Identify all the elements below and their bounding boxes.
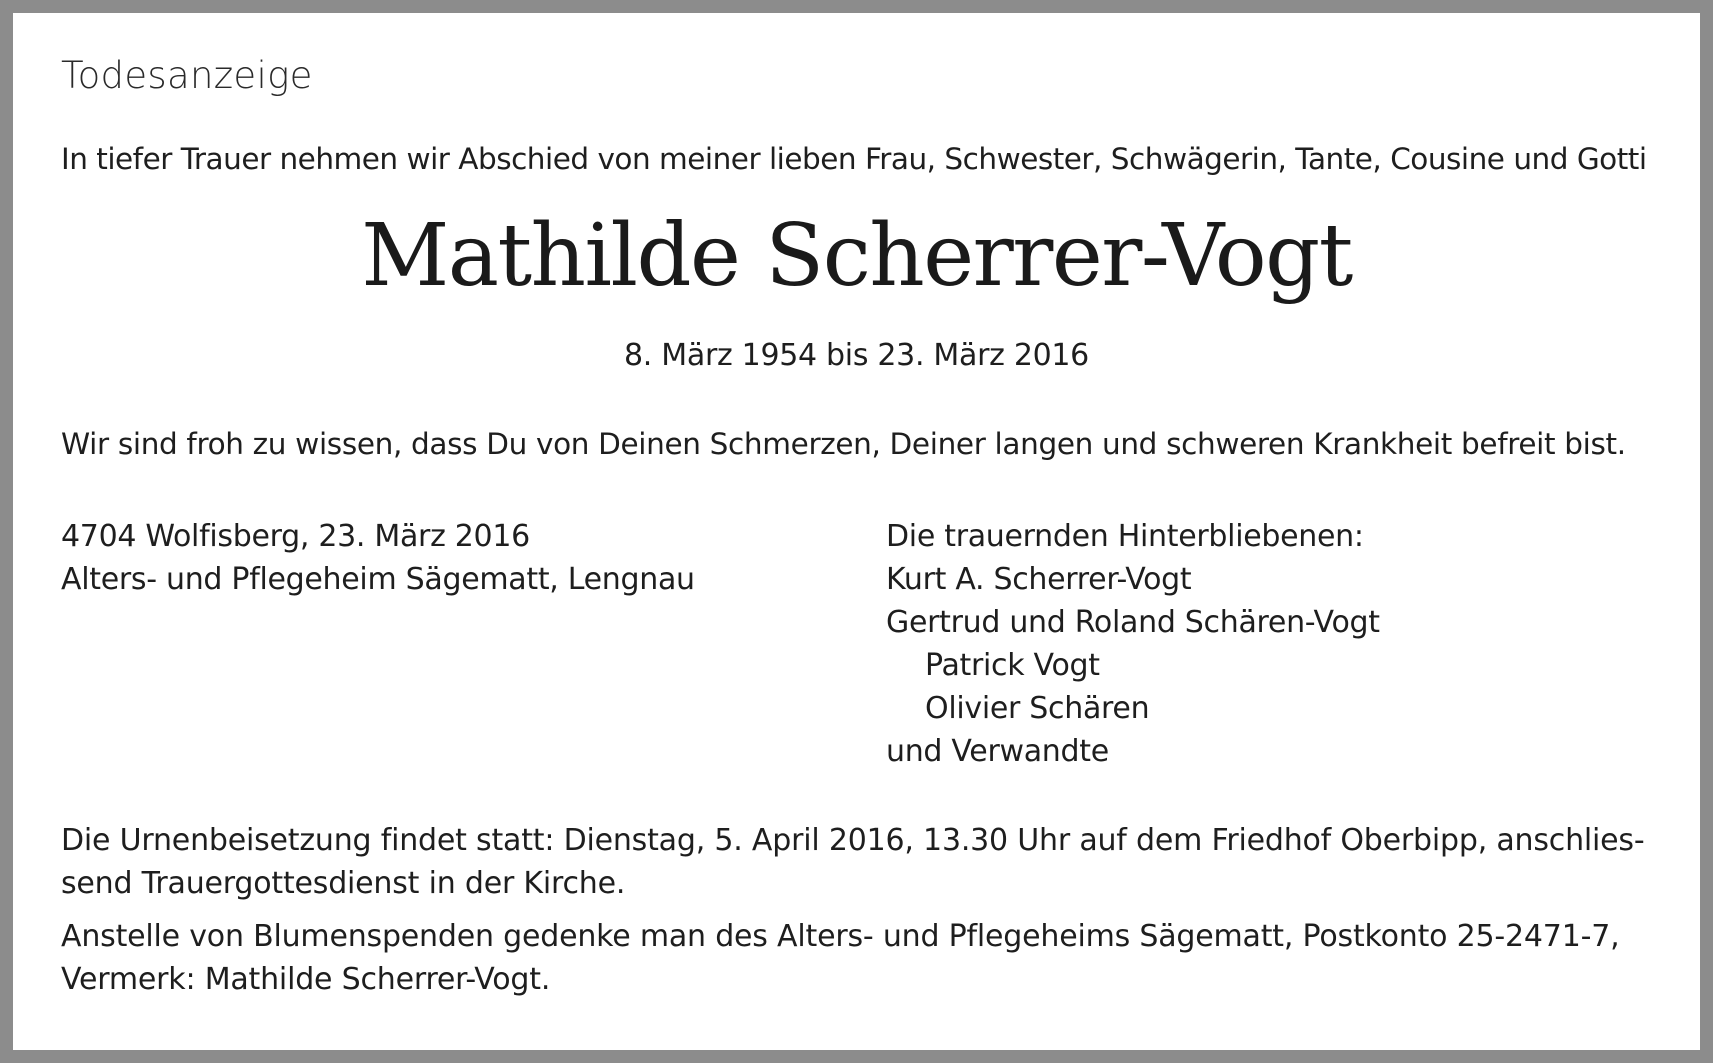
institution: Alters- und Pflegeheim Sägematt, Lengnau [61,562,695,597]
donation-line: Vermerk: Mathilde Scherrer-Vogt. [61,962,551,997]
place-date: 4704 Wolfisberg, 23. März 2016 [61,519,530,554]
funeral-info [61,819,1651,905]
intro-text: In tiefer Trauer nehmen wir Abschied von meiner lieben Frau, Schwester, Schwägerin, Tante, Cousine und Gotti [61,142,1647,176]
mourners-heading: Die trauernden Hinterbliebenen: [886,519,1364,554]
donation-line: Anstelle von Blumenspenden gedenke man des Alters- und Pflegeheims Sägematt, Postkonto 25-2471-7, [61,919,1620,954]
death-notice [13,13,1700,1050]
farewell-text: Wir sind froh zu wissen, dass Du von Deinen Schmerzen, Deiner langen und schweren Krankheit befreit bist. [61,427,1626,461]
funeral-line: send Trauergottesdienst in der Kirche. [61,866,626,901]
place-block [61,515,695,601]
notice-header: Todesanzeige [61,54,313,97]
life-dates: 8. März 1954 bis 23. März 2016 [624,338,1089,373]
mourner-item: Olivier Schären [925,691,1150,726]
mourners-block [886,515,1380,773]
deceased-name: Mathilde Scherrer-Vogt [361,206,1352,306]
donation-info [61,915,1651,1001]
mourner-item: Kurt A. Scherrer-Vogt [886,562,1192,597]
mourner-item: Gertrud und Roland Schären-Vogt [886,605,1380,640]
mourner-item: Patrick Vogt [925,648,1100,683]
mourner-item: und Verwandte [886,734,1109,769]
funeral-line: Die Urnenbeisetzung findet statt: Dienstag, 5. April 2016, 13.30 Uhr auf dem Friedhof Oberbipp, anschlies- [61,823,1645,858]
